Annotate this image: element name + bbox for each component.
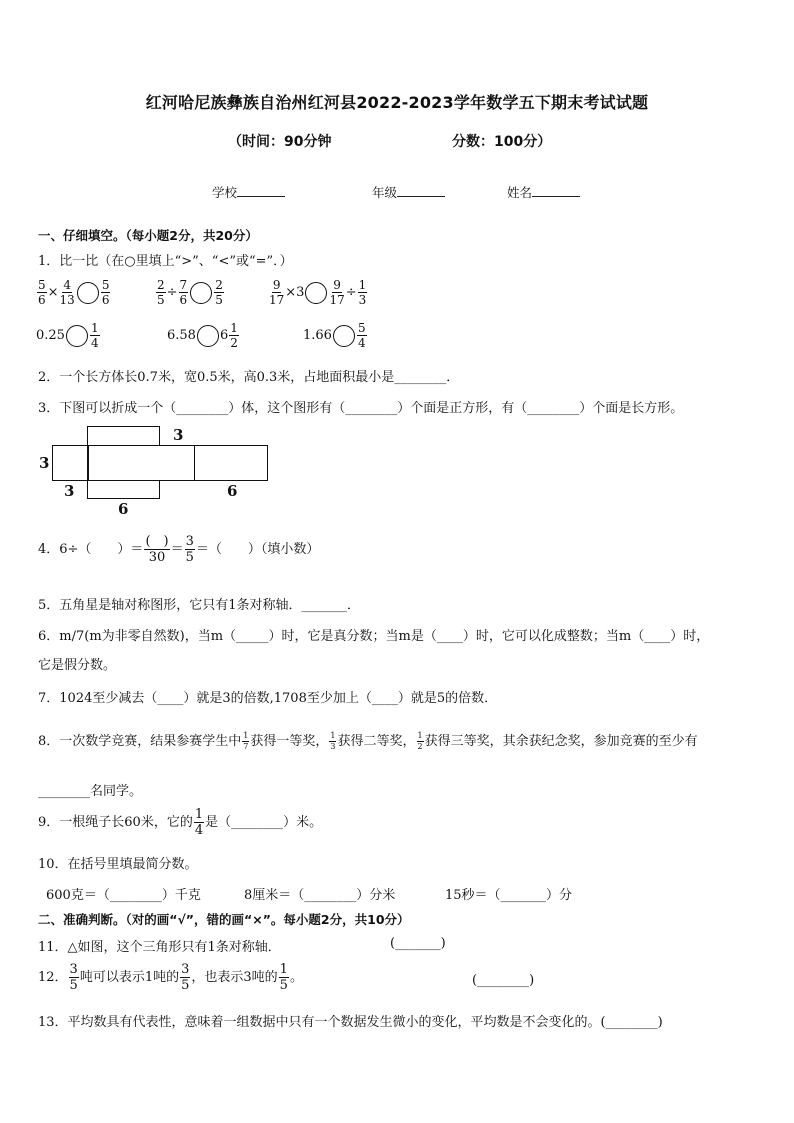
q1-item-e: 6.58 6 $\frac{1}{2}$	[167, 321, 238, 350]
q1-item-d: 0.25 $\frac{1}{4}$	[36, 321, 99, 350]
grade-blank[interactable]	[397, 184, 445, 197]
q10-a: 600克＝（________）千克	[46, 888, 201, 903]
name-label: 姓名	[507, 185, 533, 200]
q10-text: 10．在括号里填最简分数。	[38, 857, 198, 872]
q13-text: 13．平均数具有代表性，意味着一组数据中只有一个数据发生微小的变化，平均数是不会变化的。(________)	[38, 1015, 663, 1030]
school-field[interactable]	[212, 183, 285, 201]
net-face-top	[87, 426, 160, 446]
section2-heading: 二、准确判断。（对的画“√”，错的画“×”。每小题2分，共10分）	[38, 912, 410, 927]
school-blank[interactable]	[237, 184, 285, 197]
q5-text: 5．五角星是轴对称图形，它只有1条对称轴．_______．	[38, 598, 361, 613]
q8-text-line2: ________名同学。	[38, 784, 143, 799]
grade-label: 年级	[372, 185, 398, 200]
compare-circle[interactable]	[66, 325, 88, 347]
net-face-back	[194, 445, 268, 481]
compare-circle[interactable]	[77, 282, 99, 304]
exam-score: 分数：100分）	[452, 134, 552, 150]
q1-item-b: $\frac{2}{5}$ ÷ $\frac{7}{6}$ $\frac{2}{5}$	[157, 278, 223, 307]
net-label-top: 3	[173, 426, 184, 444]
q10-c: 15秒＝（_______）分	[445, 888, 573, 903]
q9-text: 9．一根绳子长60米，它的 $\frac{1}{4}$ 是（________）米。	[38, 807, 323, 838]
net-face-front	[87, 445, 195, 481]
q8-text: 8．一次数学竞赛，结果参赛学生中 $\frac{1}{7}$ 获得一等奖， $\frac{1}{3}$ 获得二等奖， $\frac{1}{2}$ 获得三等奖，其余获纪念奖，参加竞赛的至少有	[38, 731, 698, 751]
compare-circle[interactable]	[333, 325, 355, 347]
q1-item-c: $\frac{9}{17}$ ×3 $\frac{9}{17}$ ÷ $\frac{1}{3}$	[269, 278, 367, 307]
q6-text: 6．m/7(m为非零自然数)，当m（_____）时，它是真分数；当m是（____）时，它可以化成整数；当m（____）时，	[38, 629, 710, 644]
net-face-bottom	[87, 480, 160, 499]
compare-circle[interactable]	[190, 282, 212, 304]
q11-text: 11．△如图，这个三角形只有1条对称轴．	[38, 940, 281, 955]
q11-answer-paren[interactable]: (_______)	[390, 936, 446, 951]
exam-time: （时间：90分钟	[228, 134, 332, 150]
q12-answer-paren[interactable]: (________)	[472, 973, 535, 988]
compare-circle[interactable]	[305, 282, 327, 304]
name-field[interactable]	[507, 183, 580, 201]
q3-text: 3．下图可以折成一个（________）体，这个图形有（________）个面是正方形，有（________）个面是长方形。	[38, 401, 684, 416]
q7-text: 7．1024至少减去（____）就是3的倍数,1708至少加上（____）就是5的倍数．	[38, 691, 498, 706]
net-label-bottom-left: 3	[64, 482, 75, 500]
q1-item-f: 1.66 $\frac{5}{4}$	[303, 321, 366, 350]
compare-circle[interactable]	[197, 325, 219, 347]
q2-text: 2．一个长方体长0.7米，宽0.5米，高0.3米，占地面积最小是________．	[38, 370, 460, 385]
q1-item-a: $\frac{5}{6}$ × $\frac{4}{13}$ $\frac{5}{6}$	[38, 278, 110, 307]
q6-text-line2: 它是假分数。	[38, 658, 117, 673]
net-face-left	[52, 445, 89, 481]
section1-heading: 一、仔细填空。（每小题2分，共20分）	[38, 228, 258, 243]
net-label-left: 3	[39, 454, 50, 472]
q10-b: 8厘米＝（________）分米	[244, 888, 396, 903]
net-label-bottom-mid: 6	[118, 500, 129, 518]
name-blank[interactable]	[532, 184, 580, 197]
q1-text: 1．比一比（在○里填上“>”、“<”或“=”．）	[38, 254, 293, 269]
q4-text: 4．6÷（ ）＝ $\frac{( )}{30}$ ＝ $\frac{3}{5}$ ＝（ ）（填小数）	[38, 534, 320, 565]
school-label: 学校	[212, 185, 238, 200]
q12-text: 12． $\frac{3}{5}$ 吨可以表示1吨的 $\frac{3}{5}$ ，也表示3吨的 $\frac{1}{5}$ 。	[38, 962, 303, 993]
page-title: 红河哈尼族彝族自治州红河县2022-2023学年数学五下期末考试试题	[145, 93, 649, 112]
net-label-right: 6	[227, 482, 238, 500]
grade-field[interactable]	[372, 183, 445, 201]
